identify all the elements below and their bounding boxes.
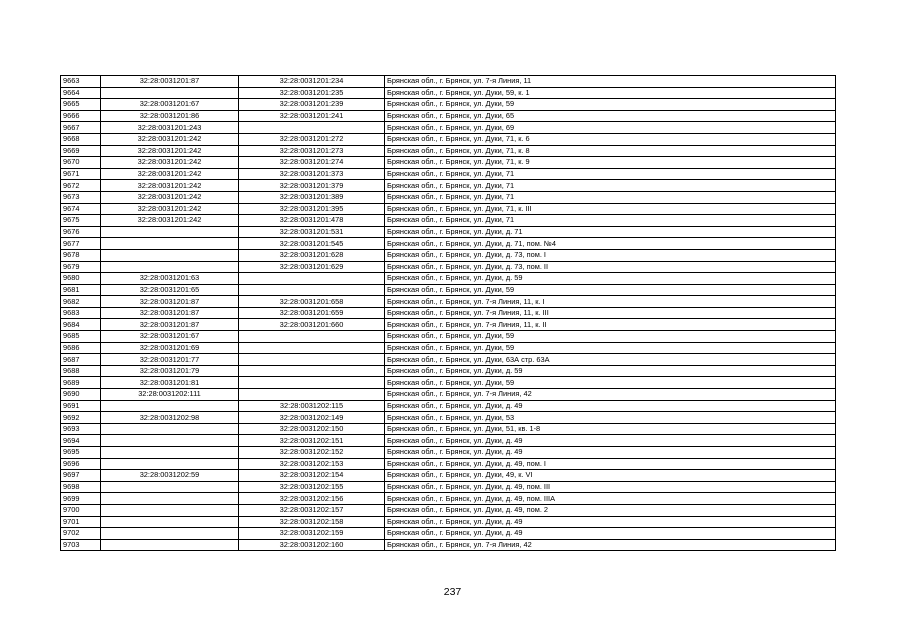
building-cadastral-number-cell: 32:28:0031201:273 xyxy=(239,145,385,157)
address-cell: Брянская обл., г. Брянск, ул. Дуки, 59 xyxy=(385,331,836,343)
row-number-cell: 9697 xyxy=(61,470,101,482)
address-cell: Брянская обл., г. Брянск, ул. Дуки, 65 xyxy=(385,110,836,122)
address-cell: Брянская обл., г. Брянск, ул. Дуки, 53 xyxy=(385,412,836,424)
row-number-cell: 9665 xyxy=(61,99,101,111)
table-row xyxy=(61,458,836,470)
row-number-cell: 9692 xyxy=(61,412,101,424)
row-number-cell: 9669 xyxy=(61,145,101,157)
address-cell: Брянская обл., г. Брянск, ул. Дуки, д. 49 xyxy=(385,447,836,459)
land-cadastral-number-cell: 32:28:0031201:242 xyxy=(101,180,239,192)
building-cadastral-number-cell: 32:28:0031201:659 xyxy=(239,307,385,319)
land-cadastral-number-cell: 32:28:0031201:67 xyxy=(101,331,239,343)
row-number-cell: 9675 xyxy=(61,215,101,227)
table-row xyxy=(61,87,836,99)
row-number-cell: 9696 xyxy=(61,458,101,470)
land-cadastral-number-cell: 32:28:0031202:59 xyxy=(101,470,239,482)
building-cadastral-number-cell: 32:28:0031202:155 xyxy=(239,481,385,493)
building-cadastral-number-cell: 32:28:0031201:531 xyxy=(239,226,385,238)
address-cell: Брянская обл., г. Брянск, ул. Дуки, 59 xyxy=(385,377,836,389)
row-number-cell: 9679 xyxy=(61,261,101,273)
land-cadastral-number-cell: 32:28:0031201:65 xyxy=(101,284,239,296)
address-cell: Брянская обл., г. Брянск, ул. Дуки, д. 49 xyxy=(385,528,836,540)
land-cadastral-number-cell: 32:28:0031201:77 xyxy=(101,354,239,366)
row-number-cell: 9677 xyxy=(61,238,101,250)
table-row xyxy=(61,307,836,319)
table-row xyxy=(61,157,836,169)
address-cell: Брянская обл., г. Брянск, ул. Дуки, 71, к. 8 xyxy=(385,145,836,157)
row-number-cell: 9695 xyxy=(61,447,101,459)
land-cadastral-number-cell: 32:28:0031201:87 xyxy=(101,319,239,331)
table-row xyxy=(61,528,836,540)
land-cadastral-number-cell: 32:28:0031201:242 xyxy=(101,157,239,169)
address-cell: Брянская обл., г. Брянск, ул. Дуки, 59 xyxy=(385,284,836,296)
land-cadastral-number-cell: 32:28:0031201:242 xyxy=(101,215,239,227)
table-row xyxy=(61,412,836,424)
row-number-cell: 9686 xyxy=(61,342,101,354)
land-cadastral-number-cell: 32:28:0031202:111 xyxy=(101,389,239,401)
address-cell: Брянская обл., г. Брянск, ул. Дуки, д. 49 xyxy=(385,435,836,447)
building-cadastral-number-cell: 32:28:0031202:158 xyxy=(239,516,385,528)
building-cadastral-number-cell: 32:28:0031202:115 xyxy=(239,400,385,412)
address-cell: Брянская обл., г. Брянск, ул. 7-я Линия, 42 xyxy=(385,389,836,401)
address-cell: Брянская обл., г. Брянск, ул. Дуки, д. 49, пом. III xyxy=(385,481,836,493)
land-cadastral-number-cell: 32:28:0031201:242 xyxy=(101,145,239,157)
table-row xyxy=(61,331,836,343)
table-row xyxy=(61,249,836,261)
building-cadastral-number-cell: 32:28:0031201:628 xyxy=(239,249,385,261)
address-cell: Брянская обл., г. Брянск, ул. Дуки, д. 59 xyxy=(385,365,836,377)
address-cell: Брянская обл., г. Брянск, ул. 7-я Линия, 11, к. I xyxy=(385,296,836,308)
row-number-cell: 9676 xyxy=(61,226,101,238)
land-cadastral-number-cell xyxy=(101,528,239,540)
table-row xyxy=(61,493,836,505)
building-cadastral-number-cell: 32:28:0031201:274 xyxy=(239,157,385,169)
land-cadastral-number-cell: 32:28:0031201:69 xyxy=(101,342,239,354)
address-cell: Брянская обл., г. Брянск, ул. Дуки, д. 49 xyxy=(385,516,836,528)
land-cadastral-number-cell: 32:28:0031201:79 xyxy=(101,365,239,377)
land-cadastral-number-cell xyxy=(101,493,239,505)
address-cell: Брянская обл., г. Брянск, ул. Дуки, 71, к. 6 xyxy=(385,133,836,145)
land-cadastral-number-cell xyxy=(101,481,239,493)
building-cadastral-number-cell xyxy=(239,377,385,389)
row-number-cell: 9674 xyxy=(61,203,101,215)
table-row xyxy=(61,435,836,447)
row-number-cell: 9687 xyxy=(61,354,101,366)
table-row xyxy=(61,203,836,215)
building-cadastral-number-cell: 32:28:0031202:151 xyxy=(239,435,385,447)
table-row xyxy=(61,296,836,308)
table-row xyxy=(61,539,836,551)
row-number-cell: 9693 xyxy=(61,423,101,435)
address-cell: Брянская обл., г. Брянск, ул. Дуки, д. 49, пом. I xyxy=(385,458,836,470)
row-number-cell: 9681 xyxy=(61,284,101,296)
building-cadastral-number-cell: 32:28:0031202:159 xyxy=(239,528,385,540)
land-cadastral-number-cell xyxy=(101,226,239,238)
table-row xyxy=(61,133,836,145)
table-row xyxy=(61,342,836,354)
building-cadastral-number-cell: 32:28:0031202:154 xyxy=(239,470,385,482)
row-number-cell: 9702 xyxy=(61,528,101,540)
building-cadastral-number-cell xyxy=(239,354,385,366)
land-cadastral-number-cell xyxy=(101,261,239,273)
address-cell: Брянская обл., г. Брянск, ул. Дуки, д. 49, пом. IIIA xyxy=(385,493,836,505)
building-cadastral-number-cell: 32:28:0031201:235 xyxy=(239,87,385,99)
row-number-cell: 9694 xyxy=(61,435,101,447)
row-number-cell: 9666 xyxy=(61,110,101,122)
address-cell: Брянская обл., г. Брянск, ул. Дуки, 71, к. 9 xyxy=(385,157,836,169)
address-cell: Брянская обл., г. Брянск, ул. Дуки, 51, кв. 1-8 xyxy=(385,423,836,435)
building-cadastral-number-cell: 32:28:0031202:153 xyxy=(239,458,385,470)
address-cell: Брянская обл., г. Брянск, ул. Дуки, 59 xyxy=(385,342,836,354)
land-cadastral-number-cell: 32:28:0031201:87 xyxy=(101,76,239,88)
row-number-cell: 9680 xyxy=(61,273,101,285)
building-cadastral-number-cell: 32:28:0031201:478 xyxy=(239,215,385,227)
land-cadastral-number-cell xyxy=(101,435,239,447)
registry-table-body xyxy=(61,76,836,551)
building-cadastral-number-cell: 32:28:0031201:239 xyxy=(239,99,385,111)
building-cadastral-number-cell: 32:28:0031201:272 xyxy=(239,133,385,145)
address-cell: Брянская обл., г. Брянск, ул. Дуки, 69 xyxy=(385,122,836,134)
land-cadastral-number-cell xyxy=(101,423,239,435)
row-number-cell: 9667 xyxy=(61,122,101,134)
address-cell: Брянская обл., г. Брянск, ул. Дуки, д. 71 xyxy=(385,226,836,238)
land-cadastral-number-cell: 32:28:0031201:242 xyxy=(101,168,239,180)
row-number-cell: 9678 xyxy=(61,249,101,261)
table-row xyxy=(61,284,836,296)
table-row xyxy=(61,516,836,528)
building-cadastral-number-cell xyxy=(239,342,385,354)
land-cadastral-number-cell: 32:28:0031202:98 xyxy=(101,412,239,424)
land-cadastral-number-cell: 32:28:0031201:87 xyxy=(101,296,239,308)
row-number-cell: 9685 xyxy=(61,331,101,343)
land-cadastral-number-cell xyxy=(101,238,239,250)
building-cadastral-number-cell: 32:28:0031201:629 xyxy=(239,261,385,273)
building-cadastral-number-cell xyxy=(239,389,385,401)
address-cell: Брянская обл., г. Брянск, ул. Дуки, 59 xyxy=(385,99,836,111)
page-number: 237 xyxy=(443,586,462,598)
building-cadastral-number-cell xyxy=(239,284,385,296)
row-number-cell: 9672 xyxy=(61,180,101,192)
row-number-cell: 9688 xyxy=(61,365,101,377)
table-row xyxy=(61,400,836,412)
building-cadastral-number-cell: 32:28:0031201:241 xyxy=(239,110,385,122)
land-cadastral-number-cell xyxy=(101,87,239,99)
land-cadastral-number-cell xyxy=(101,504,239,516)
table-row xyxy=(61,180,836,192)
address-cell: Брянская обл., г. Брянск, ул. Дуки, д. 73, пом. II xyxy=(385,261,836,273)
table-row xyxy=(61,470,836,482)
row-number-cell: 9701 xyxy=(61,516,101,528)
row-number-cell: 9689 xyxy=(61,377,101,389)
row-number-cell: 9673 xyxy=(61,191,101,203)
address-cell: Брянская обл., г. Брянск, ул. Дуки, 71 xyxy=(385,215,836,227)
row-number-cell: 9683 xyxy=(61,307,101,319)
building-cadastral-number-cell: 32:28:0031201:389 xyxy=(239,191,385,203)
building-cadastral-number-cell: 32:28:0031201:658 xyxy=(239,296,385,308)
table-row xyxy=(61,423,836,435)
building-cadastral-number-cell: 32:28:0031202:157 xyxy=(239,504,385,516)
table-row xyxy=(61,226,836,238)
address-cell: Брянская обл., г. Брянск, ул. Дуки, д. 59 xyxy=(385,273,836,285)
table-row xyxy=(61,110,836,122)
table-row xyxy=(61,191,836,203)
address-cell: Брянская обл., г. Брянск, ул. Дуки, 71 xyxy=(385,180,836,192)
land-cadastral-number-cell: 32:28:0031201:243 xyxy=(101,122,239,134)
row-number-cell: 9699 xyxy=(61,493,101,505)
building-cadastral-number-cell xyxy=(239,331,385,343)
address-cell: Брянская обл., г. Брянск, ул. Дуки, 71, к. III xyxy=(385,203,836,215)
land-cadastral-number-cell: 32:28:0031201:242 xyxy=(101,191,239,203)
building-cadastral-number-cell: 32:28:0031201:545 xyxy=(239,238,385,250)
building-cadastral-number-cell: 32:28:0031202:160 xyxy=(239,539,385,551)
row-number-cell: 9668 xyxy=(61,133,101,145)
land-cadastral-number-cell xyxy=(101,458,239,470)
address-cell: Брянская обл., г. Брянск, ул. 7-я Линия, 11, к. III xyxy=(385,307,836,319)
address-cell: Брянская обл., г. Брянск, ул. Дуки, 71 xyxy=(385,191,836,203)
address-cell: Брянская обл., г. Брянск, ул. 7-я Линия, 11, к. II xyxy=(385,319,836,331)
registry-table xyxy=(60,75,836,551)
table-row xyxy=(61,261,836,273)
table-row xyxy=(61,99,836,111)
table-row xyxy=(61,377,836,389)
address-cell: Брянская обл., г. Брянск, ул. Дуки, д. 71, пом. №4 xyxy=(385,238,836,250)
building-cadastral-number-cell: 32:28:0031201:395 xyxy=(239,203,385,215)
land-cadastral-number-cell xyxy=(101,249,239,261)
land-cadastral-number-cell: 32:28:0031201:242 xyxy=(101,133,239,145)
building-cadastral-number-cell xyxy=(239,273,385,285)
land-cadastral-number-cell: 32:28:0031201:87 xyxy=(101,307,239,319)
address-cell: Брянская обл., г. Брянск, ул. Дуки, 49, к. VI xyxy=(385,470,836,482)
row-number-cell: 9682 xyxy=(61,296,101,308)
table-row xyxy=(61,145,836,157)
building-cadastral-number-cell: 32:28:0031201:660 xyxy=(239,319,385,331)
building-cadastral-number-cell: 32:28:0031202:152 xyxy=(239,447,385,459)
building-cadastral-number-cell: 32:28:0031202:150 xyxy=(239,423,385,435)
table-row xyxy=(61,273,836,285)
row-number-cell: 9664 xyxy=(61,87,101,99)
row-number-cell: 9684 xyxy=(61,319,101,331)
land-cadastral-number-cell: 32:28:0031201:242 xyxy=(101,203,239,215)
table-row xyxy=(61,168,836,180)
land-cadastral-number-cell: 32:28:0031201:81 xyxy=(101,377,239,389)
address-cell: Брянская обл., г. Брянск, ул. Дуки, д. 73, пом. I xyxy=(385,249,836,261)
table-row xyxy=(61,76,836,88)
land-cadastral-number-cell xyxy=(101,400,239,412)
row-number-cell: 9670 xyxy=(61,157,101,169)
table-row xyxy=(61,319,836,331)
land-cadastral-number-cell xyxy=(101,447,239,459)
table-row xyxy=(61,447,836,459)
address-cell: Брянская обл., г. Брянск, ул. Дуки, 59, к. 1 xyxy=(385,87,836,99)
table-row xyxy=(61,122,836,134)
address-cell: Брянская обл., г. Брянск, ул. Дуки, д. 49, пом. 2 xyxy=(385,504,836,516)
land-cadastral-number-cell: 32:28:0031201:63 xyxy=(101,273,239,285)
address-cell: Брянская обл., г. Брянск, ул. Дуки, 63А стр. 63А xyxy=(385,354,836,366)
building-cadastral-number-cell: 32:28:0031202:149 xyxy=(239,412,385,424)
building-cadastral-number-cell: 32:28:0031201:379 xyxy=(239,180,385,192)
building-cadastral-number-cell xyxy=(239,122,385,134)
row-number-cell: 9703 xyxy=(61,539,101,551)
row-number-cell: 9691 xyxy=(61,400,101,412)
land-cadastral-number-cell: 32:28:0031201:86 xyxy=(101,110,239,122)
row-number-cell: 9698 xyxy=(61,481,101,493)
row-number-cell: 9663 xyxy=(61,76,101,88)
address-cell: Брянская обл., г. Брянск, ул. 7-я Линия, 11 xyxy=(385,76,836,88)
land-cadastral-number-cell xyxy=(101,539,239,551)
table-row xyxy=(61,354,836,366)
building-cadastral-number-cell: 32:28:0031201:373 xyxy=(239,168,385,180)
row-number-cell: 9690 xyxy=(61,389,101,401)
building-cadastral-number-cell: 32:28:0031202:156 xyxy=(239,493,385,505)
table-row xyxy=(61,389,836,401)
row-number-cell: 9671 xyxy=(61,168,101,180)
table-row xyxy=(61,481,836,493)
row-number-cell: 9700 xyxy=(61,504,101,516)
land-cadastral-number-cell: 32:28:0031201:67 xyxy=(101,99,239,111)
address-cell: Брянская обл., г. Брянск, ул. 7-я Линия, 42 xyxy=(385,539,836,551)
table-row xyxy=(61,504,836,516)
building-cadastral-number-cell xyxy=(239,365,385,377)
table-row xyxy=(61,215,836,227)
table-row xyxy=(61,365,836,377)
address-cell: Брянская обл., г. Брянск, ул. Дуки, 71 xyxy=(385,168,836,180)
table-row xyxy=(61,238,836,250)
address-cell: Брянская обл., г. Брянск, ул. Дуки, д. 49 xyxy=(385,400,836,412)
land-cadastral-number-cell xyxy=(101,516,239,528)
building-cadastral-number-cell: 32:28:0031201:234 xyxy=(239,76,385,88)
